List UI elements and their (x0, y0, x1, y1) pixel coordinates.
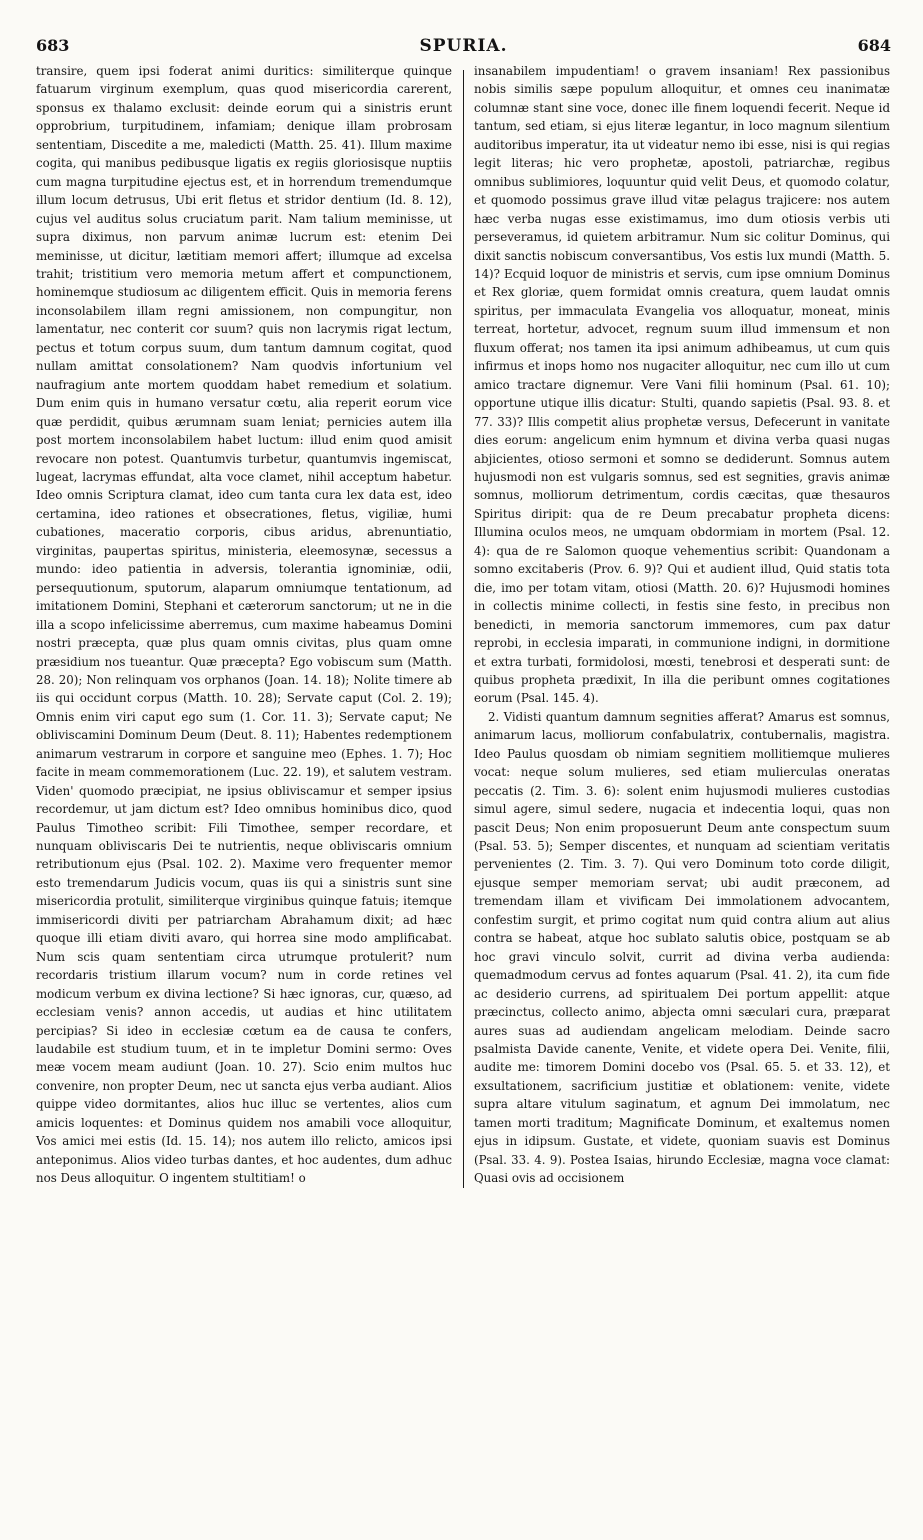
two-column-body (36, 62, 891, 1188)
column-divider (463, 70, 464, 1188)
running-title: SPURIA. (419, 36, 508, 56)
running-header (36, 28, 891, 58)
left-column-text: transire, quem ipsi foderat animi duritics: similiterque quinque fatuarum virginum exemplum, quas quod misericordia carerent, sponsus ex thalamo exclusit: deinde eorum qui a sinistris erunt opprobrium, turpitudinem, infamiam; denique illam probrosam sententiam, Discedite a me, maledicti (Matth. 25. 41). Illum maxime cogita, qui manibus pedibusque ligatis ex regiis gloriosisque nuptiis cum magna turpitudine ejectus est, et in horrendum tremendumque illum locum detrusus, Ubi erit fletus et stridor dentium (Id. 8. 12), cujus vel auditus solus cruciatum parit. Nam talium meminisse, ut supra diximus, non parvum animæ lucrum est: etenim Dei meminisse, ut dicitur, lætitiam memori affert; illumque ad excelsa trahit; tristitium vero memoria metum affert et compunctionem, hominemque studiosum ac diligentem efficit. Quis in memoria ferens inconsolabilem illam regni amissionem, non compungitur, non lamentatur, nec conterit cor suum? quis non lacrymis rigat lectum, pectus et totum corpus suum, dum tantum damnum cogitat, quod nullam amittat consolationem? Nam quodvis infortunium vel naufragium ante mortem quoddam habet remedium et solatium. Dum enim quis in humano versatur cœtu, alia reperit eorum vice quæ perdidit, quibus ærumnam suam leniat; pernicies autem illa post mortem inconsolabilem habet luctum: illud enim quod amisit revocare non potest. Quantumvis turbetur, quantumvis ingemiscat, lugeat, lacrymas effundat, alta voce clamet, nihil acceptum habetur. Ideo omnis Scriptura clamat, ideo cum tanta cura lex data est, ideo certamina, ideo rationes et obsecrationes, fletus, vigiliæ, humi cubationes, maceratio corporis, cibus aridus, abrenuntiatio, virginitas, paupertas spiritus, ministeria, eleemosynæ, secessus a mundo: ideo patientia in adversis, tolerantia ignominiæ, odii, persequutionum, sputorum, alaparum omniumque tentationum, ad imitationem Domini, Stephani et cæterorum sanctorum; ut ne in die illa a scopo infelicissime aberremus, cum maxime habeamus Domini nostri præcepta, quæ plus quam omnis civitas, plus quam omne præsidium nos tueantur. Quæ præcepta? Ego vobiscum sum (Matth. 28. 20); Non relinquam vos orphanos (Joan. 14. 18); Nolite timere ab iis qui occidunt corpus (Matth. 10. 28); Servate caput (Col. 2. 19); Omnis enim viri caput ego sum (1. Cor. 11. 3); Servate caput; Ne obliviscamini Dominum Deum (Deut. 8. 11); Habentes redemptionem animarum vestrarum in corpore et sanguine meo (Ephes. 1. 7); Hoc facite in meam commemorationem (Luc. 22. 19), et salutem vestram. Viden' quomodo præcipiat, ne ipsius obliviscamur et semper ipsius recordemur, ut jam dictum est? Ideo omnibus hominibus dico, quod Paulus Timotheo scribit: Fili Timothee, semper recordare, et nunquam obliviscaris Dei te nutrientis, neque obliviscaris omnium retributionum ejus (Psal. 102. 2). Maxime vero frequenter memor esto tremendarum Judicis vocum, quas iis qui a sinistris sunt sine misericordia protulit, similiterque virginibus quinque fatuis; itemque immisericordi diviti per patriarcham Abrahamum dixit; ad hæc quoque illi etiam diviti avaro, qui horrea sine modo amplificabat. Num scis quam sententiam circa utrumque protulerit? num recordaris tristium illarum vocum? num in corde retines vel modicum verbum ex divina lectione? Si hæc ignoras, cur, quæso, ad ecclesiam venis? annon accedis, ut audias et hinc utilitatem percipias? Si ideo in ecclesiæ cœtum ea de causa te confers, laudabile est studium tuum, et in te impletur Domini sermo: Oves meæ vocem meam audiunt (Joan. 10. 27). Scio enim multos huc convenire, non propter Deum, nec ut sancta ejus verba audiant. Alios quippe video dormitantes, alios huc illuc se vertentes, alios cum amicis loquentes: et Dominus quidem nos amabili voce alloquitur, Vos amici mei estis (Id. 15. 14); nos autem illo relicto, amicos ipsi anteponimus. Alios video turbas dantes, et hoc audentes, dum adhuc nos Deus alloquitur. O ingentem stultitiam! o (36, 64, 452, 1186)
page-number-right: 684 (857, 36, 891, 55)
right-column (474, 62, 890, 1188)
right-column-paragraph-2: 2. Vidisti quantum damnum segnities afferat? Amarus est somnus, animarum lacus, molliorum confabulatrix, contubernalis, magistra. Ideo Paulus quosdam ob nimiam segnitiem mollitiemque mulieres vocat: neque solum mulieres, sed etiam mulierculas oneratas peccatis (2. Tim. 3. 6): solent enim hujusmodi mulieres custodias simul agere, simul sedere, nugacia et indecentia loqui, quas non pascit Deus; Non enim proposuerunt Deum ante conspectum suum (Psal. 53. 5); Semper discentes, et nunquam ad scientiam veritatis pervenientes (2. Tim. 3. 7). Qui vero Dominum toto corde diligit, ejusque semper memoriam servat; ubi audit præconem, ad tremendam illam et vivificam Dei immolationem advocantem, confestim surgit, et primo cogitat num quid contra alium aut alius contra se habeat, atque hoc sublato salutis obice, postquam se ab hoc gravi vinculo solvit, currit ad divina verba audienda: quemadmodum cervus ad fontes aquarum (Psal. 41. 2), ita cum fide ac desiderio currens, ad spiritualem Dei portum appellit: atque præcinctus, collecto animo, abjecta omni sæculari cura, præparat aures suas ad audiendam angelicam melodiam. Deinde sacro psalmista Davide canente, Venite, et videte opera Dei. Venite, filii, audite me: timorem Domini docebo vos (Psal. 65. 5. et 33. 12), et exsultationem, sacrificium justitiæ et oblationem: venite, videte supra altare vitulum saginatum, et agnum Dei immolatum, nec tamen morti traditum; Magnificate Dominum, et exaltemus nomen ejus in idipsum. Gustate, et videte, quoniam suavis est Dominus (Psal. 33. 4. 9). Postea Isaias, hirundo Ecclesiæ, magna voce clamat: Quasi ovis ad occisionem (474, 709, 890, 1186)
right-column-paragraph-1: insanabilem impudentiam! o gravem insaniam! Rex passionibus nobis similis sæpe populum alloquitur, et omnes ceu inanimatæ columnæ stant sine voce, donec ille finem loquendi fecerit. Neque id tantum, sed etiam, si ejus literæ legantur, in loco magnum silentium auditoribus imperatur, ita ut videatur nemo ibi esse, nisi is qui regias legit literas; hic vero prophetæ, apostoli, patriarchæ, regibus omnibus sublimiores, loquuntur quid velit Deus, et quomodo colatur, et quomodo possimus grave illud vitæ pelagus trajicere: nos autem hæc verba nugas esse existimamus, imo dum otiosis verbis uti perseveramus, id quietem arbitramur. Num sic colitur Dominus, qui dixit sanctis nobiscum conversantibus, Vos estis lux mundi (Matth. 5. 14)? Ecquid loquor de ministris et servis, cum ipse omnium Dominus et Rex gloriæ, quem formidat omnis creatura, quem laudat omnis spiritus, per immaculata Evangelia vos alloquatur, moneat, minis terreat, hortetur, advocet, regnum suum illud immensum et non fluxum offerat; nos tamen ita ipsi animum adhibeamus, ut cum quis infirmus et inops homo nos nugaciter alloquitur, nec cum illo ut cum amico tractare dignemur. Vere Vani filii hominum (Psal. 61. 10); opportune utique illis dicatur: Stulti, quando sapietis (Psal. 93. 8. et 77. 33)? Illis competit alius prophetæ versus, Defecerunt in vanitate dies eorum: angelicum enim hymnum et divina verba quasi nugas abjicientes, otioso sermoni et somno se dediderunt. Somnus autem hujusmodi non est vulgaris somnus, sed est segnities, gravis animæ somnus, molliorum detrimentum, cordis cæcitas, quæ thesauros Spiritus diripit: qua de re Deum precabatur propheta dicens: Illumina oculos meos, ne umquam obdormiam in mortem (Psal. 12. 4): qua de re Salomon quoque vehementius scribit: Quandonam a somno excitaberis (Prov. 6. 9)? Qui et audient illud, Quid statis tota die, imo per totam vitam, otiosi (Matth. 20. 6)? Hujusmodi homines in collectis minime collecti, in festis sine festo, in precibus non benedicti, in memoria sanctorum immemores, cum pax datur reprobi, in ecclesia imparati, in communione indigni, in dormitione et extra turbati, formidolosi, mœsti, tenebrosi et desperati sunt: de quibus propheta prædixit, In illa die peribunt omnes cogitationes eorum (Psal. 145. 4). (474, 64, 890, 706)
page-number-left: 683 (36, 36, 70, 55)
left-column (36, 62, 452, 1188)
